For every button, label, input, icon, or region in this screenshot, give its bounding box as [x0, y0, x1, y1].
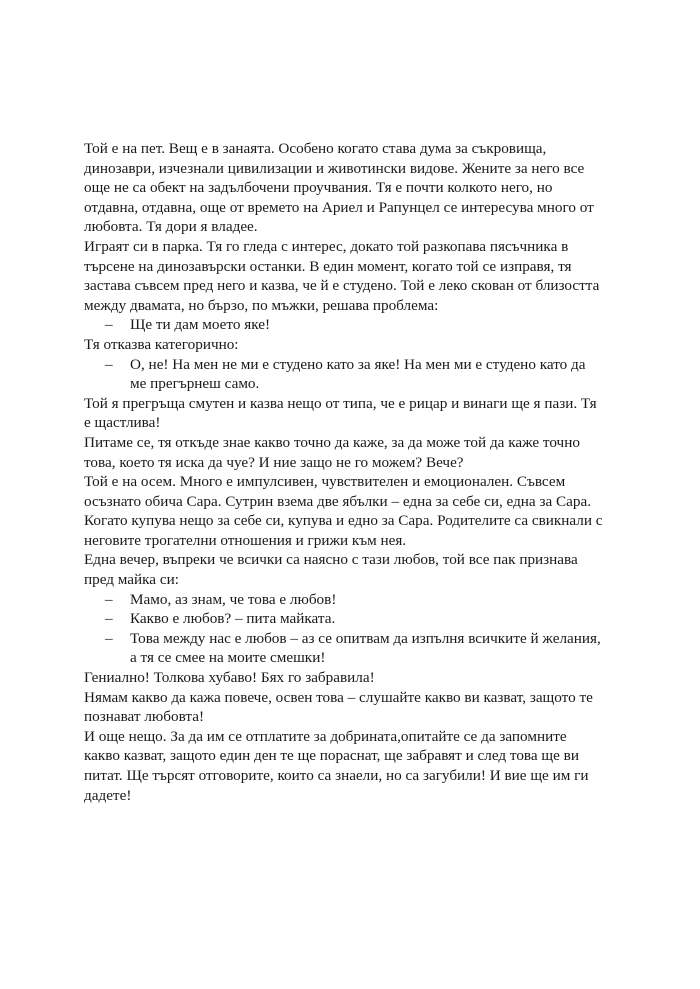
dialogue-text: Това между нас е любов – аз се опитвам да изпълня всичките й желания, а тя се смее на моите смешки!	[130, 629, 601, 667]
dialogue-line-jacket-offer	[84, 315, 604, 335]
dash-marker: –	[105, 590, 113, 608]
paragraph-evening: Една вечер, въпреки че всички са наясно с тази любов, той все пак признава пред майка си:	[84, 551, 578, 589]
paragraph-closing: И още нещо. За да им се отплатите за добрината,опитайте се да запомните какво казват, защото един ден те ще пораснат, ще забравят и след това ще ви питат. Ще търсят отговорите, които са знаели, но са загубили! И вие ще им ги дадете!	[84, 727, 589, 804]
dash-marker: –	[105, 610, 113, 628]
paragraph-park: Играят си в парка. Тя го гледа с интерес, докато той разкопава пясъчника в търсене на динозавърски останки. В един момент, когато той се изправя, тя застава съвсем пред него и казва, че й е студено. Той е леко скован от близостта между двамата, но бързо, по мъжки, решава проблема:	[84, 237, 600, 314]
dialogue-line-hug-request	[84, 355, 604, 394]
paragraph-intro: Той е на пет. Вещ е в занаята. Особено когато става дума за съкровища, динозаври, изчезнали цивилизации и животински видове. Жените за него все още не са обект на задълбочени проучвания. Тя е почти колкото него, но отдавна, отдавна, още от времето на Ариел и Рапунцел се интересува много от любовта. Тя дори я владее.	[84, 140, 594, 236]
dialogue-line-mom	[84, 590, 604, 610]
dialogue-text: О, не! На мен не ми е студено като за яке! На мен ми е студено като да ме прегърнеш само.	[130, 355, 586, 393]
dialogue-text: Какво е любов? – пита майката.	[130, 610, 336, 628]
paragraph-sara: Той е на осем. Много е импулсивен, чувствителен и емоционален. Съвсем осъзнато обича Сара. Сутрин взема две ябълки – една за себе си, една за Сара. Когато купува нещо за себе си, купува и едно за Сара. Родителите са свикнали с неговите трогателни отношения и грижи към нея.	[84, 473, 603, 549]
paragraph-refusal: Тя отказва категорично:	[84, 335, 239, 353]
paragraph-knight: Той я прегръща смутен и казва нещо от типа, че е рицар и винаги ще я пази. Тя е щастлива!	[84, 394, 597, 432]
paragraph-genius: Гениално! Толкова хубаво! Бях го забравила!	[84, 669, 375, 687]
dash-marker: –	[105, 355, 113, 373]
dash-marker: –	[105, 316, 113, 334]
paragraph-question: Питаме се, тя откъде знае какво точно да каже, за да може той да каже точно това, което тя иска да чуе? И ние защо не го можем? Вече?	[84, 433, 580, 471]
document-page	[84, 139, 604, 805]
dialogue-text: Ще ти дам моето яке!	[130, 316, 271, 334]
dialogue-line-answer	[84, 629, 604, 668]
paragraph-listen: Нямам какво да кажа повече, освен това – слушайте какво ви казват, защото те познават любовта!	[84, 688, 593, 726]
dash-marker: –	[105, 629, 113, 647]
dialogue-line-what-is-love	[84, 609, 604, 629]
dialogue-text: Мамо, аз знам, че това е любов!	[130, 590, 337, 608]
